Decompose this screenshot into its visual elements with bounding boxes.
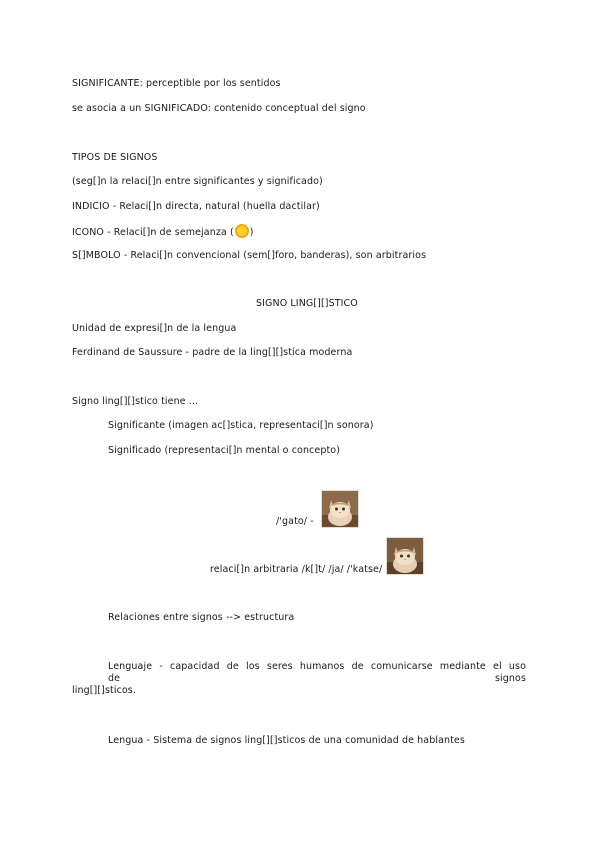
lengua-line: Lengua - Sistema de signos ling[][]sticos de una comunidad de hablantes bbox=[108, 735, 465, 746]
sun-icon bbox=[235, 224, 249, 238]
significante-detail: Significante (imagen ac[]stica, representaci[]n sonora) bbox=[108, 420, 374, 431]
kitten-photo bbox=[321, 490, 359, 528]
signo-tiene-line: Signo ling[][]stico tiene ... bbox=[72, 396, 199, 407]
kitten-photo bbox=[386, 537, 424, 575]
icono-close: ) bbox=[249, 227, 254, 238]
icono-line bbox=[72, 224, 254, 239]
icono-text: ICONO - Relaci[]n de semejanza ( bbox=[72, 227, 234, 238]
tipos-subtitle: (seg[]n la relaci[]n entre significantes y significado) bbox=[72, 176, 323, 187]
saussure-line: Ferdinand de Saussure - padre de la ling[][]stica moderna bbox=[72, 347, 353, 358]
unidad-line: Unidad de expresi[]n de la lengua bbox=[72, 323, 237, 334]
lenguaje-line: Lenguaje - capacidad de los seres humanos de comunicarse mediante el uso de signos bbox=[108, 661, 526, 684]
gato-line: /'gato/ - bbox=[276, 516, 314, 527]
tipos-heading: TIPOS DE SIGNOS bbox=[72, 152, 158, 163]
significado-line: se asocia a un SIGNIFICADO: contenido conceptual del signo bbox=[72, 103, 366, 114]
significante-line: SIGNIFICANTE: perceptible por los sentidos bbox=[72, 78, 281, 89]
simbolo-line: S[]MBOLO - Relaci[]n convencional (sem[]foro, banderas), son arbitrarios bbox=[72, 250, 427, 261]
significado-detail: Significado (representaci[]n mental o concepto) bbox=[108, 445, 341, 456]
relacion-arbitraria-line: relaci[]n arbitraria /k[]t/ /ja/ /'katse/ bbox=[210, 564, 383, 575]
relaciones-estructura-line: Relaciones entre signos --> estructura bbox=[108, 612, 295, 623]
indicio-line: INDICIO - Relaci[]n directa, natural (huella dactilar) bbox=[72, 201, 320, 212]
lenguaje-line-cont: ling[][]sticos. bbox=[72, 685, 136, 696]
signo-linguistico-heading: SIGNO LING[][]STICO bbox=[256, 298, 358, 309]
